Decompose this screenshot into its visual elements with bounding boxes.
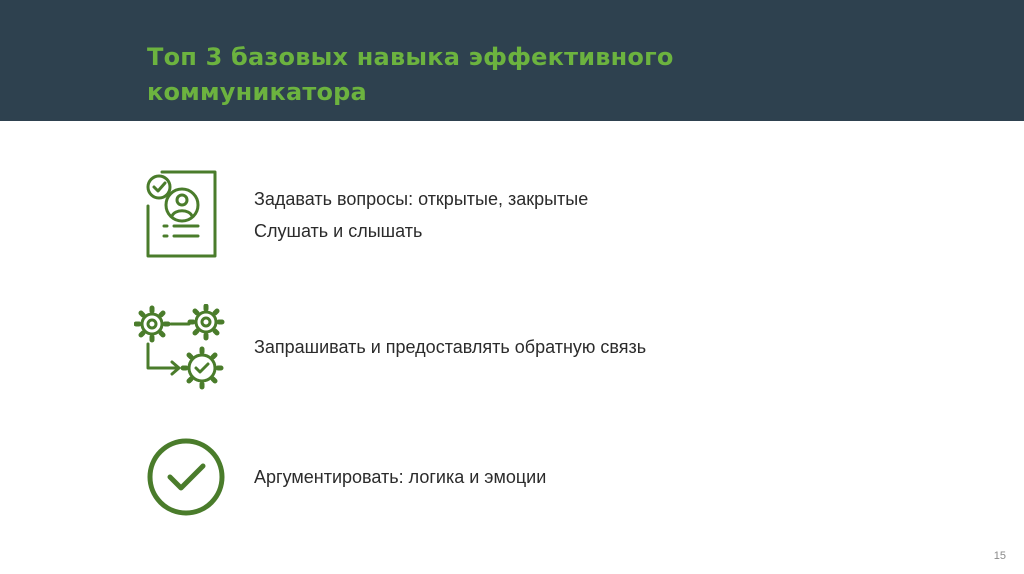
slide-title-line-1: Топ 3 базовых навыка эффективного (147, 43, 674, 71)
gear-icon-right (190, 306, 222, 338)
item-1-line-2: Слушать и слышать (254, 221, 423, 241)
slide-title-line-2: коммуникатора (147, 78, 367, 106)
check-circle-icon (145, 436, 227, 518)
gear-check-icon (183, 349, 221, 387)
page-number: 15 (993, 550, 1006, 562)
profile-document-check-icon (134, 168, 220, 260)
gear-icon-left (136, 308, 168, 340)
item-1-line-1: Задавать вопросы: открытые, закрытые (254, 189, 589, 209)
item-2-line-1: Запрашивать и предоставлять обратную связь (254, 337, 647, 357)
slide-title (147, 40, 847, 110)
item-3-line-1: Аргументировать: логика и эмоции (254, 467, 547, 487)
gears-flow-icon (134, 304, 226, 392)
